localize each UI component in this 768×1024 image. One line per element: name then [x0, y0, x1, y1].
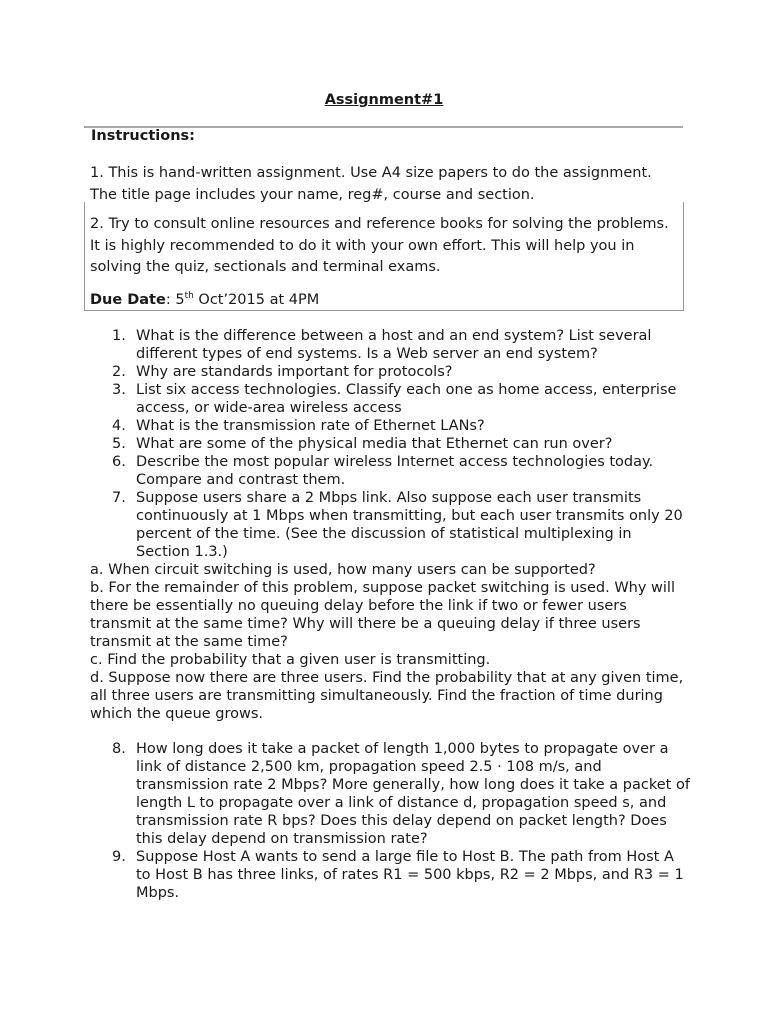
spacer [90, 723, 690, 740]
question-item [90, 363, 690, 381]
question-item [90, 848, 690, 902]
question-number: 1. [112, 328, 126, 344]
question-text: What is the transmission rate of Ethernet LANs? [136, 418, 485, 434]
instructions-heading: Instructions: [91, 128, 195, 144]
question-number: 9. [112, 849, 126, 865]
subpart-b: b. For the remainder of this problem, suppose packet switching is used. Why will there be essentially no queuing delay before the link if two or fewer users transmit at the same time? Why will there be a queuing delay if three users transmit at the same time? [90, 580, 675, 650]
due-date-day: : 5 [165, 291, 185, 308]
due-date-suffix: th [184, 291, 194, 301]
instruction-1: 1. This is hand-written assignment. Use A4 size papers to do the assignment. The title page includes your name, reg#, course and section. [90, 165, 652, 203]
question-text: Suppose users share a 2 Mbps link. Also suppose each user transmits continuously at 1 Mbps when transmitting, but each user transmits only 20 percent of the time. (See the discussion of statistical multiplexing in Section 1.3.) [136, 490, 683, 560]
due-date-label: Due Date [90, 291, 166, 308]
question-text: How long does it take a packet of length 1,000 bytes to propagate over a link of distance 2,500 km, propagation speed 2.5 · 108 m/s, and transmission rate 2 Mbps? More generally, how long does it take a packet of length L to propagate over a link of distance d, propagation speed s, and transmission rate R bps? Does this delay depend on packet length? Does this delay depend on transmission rate? [136, 741, 690, 847]
question-number: 3. [112, 382, 126, 398]
question-list [90, 327, 690, 902]
subpart-c: c. Find the probability that a given user is transmitting. [90, 652, 491, 668]
question-item [90, 381, 690, 417]
question-text: Suppose Host A wants to send a large file to Host B. The path from Host A to Host B has three links, of rates R1 = 500 kbps, R2 = 2 Mbps, and R3 = 1 Mbps. [136, 849, 684, 901]
instruction-2: 2. Try to consult online resources and reference books for solving the problems. It is highly recommended to do it with your own effort. This will help you in solving the quiz, sectionals and terminal exams. [90, 216, 669, 275]
question-text: List six access technologies. Classify each one as home access, enterprise access, or wide-area wireless access [136, 382, 677, 416]
question-item [90, 489, 690, 561]
question-item [90, 435, 690, 453]
question-number: 7. [112, 490, 126, 506]
question-item [90, 740, 690, 848]
question-text: Why are standards important for protocols? [136, 364, 453, 380]
due-date-rest: Oct’2015 at 4PM [193, 291, 320, 308]
subpart-a: a. When circuit switching is used, how many users can be supported? [90, 562, 596, 578]
subpart-d: d. Suppose now there are three users. Find the probability that at any given time, all three users are transmitting simultaneously. Find the fraction of time during which the queue grows. [90, 670, 684, 722]
question-text: What is the difference between a host and an end system? List several different types of end systems. Is a Web server an end system? [136, 328, 652, 362]
question-item [90, 453, 690, 489]
question-text: Describe the most popular wireless Internet access technologies today. Compare and contrast them. [136, 454, 654, 488]
question-item [90, 417, 690, 435]
question-number: 5. [112, 436, 126, 452]
question-number: 4. [112, 418, 126, 434]
page-title: Assignment#1 [324, 92, 444, 108]
question-number: 6. [112, 454, 126, 470]
question-item [90, 327, 690, 363]
question-number: 2. [112, 364, 126, 380]
question-number: 8. [112, 741, 126, 757]
due-date [90, 291, 319, 308]
question-text: What are some of the physical media that Ethernet can run over? [136, 436, 613, 452]
